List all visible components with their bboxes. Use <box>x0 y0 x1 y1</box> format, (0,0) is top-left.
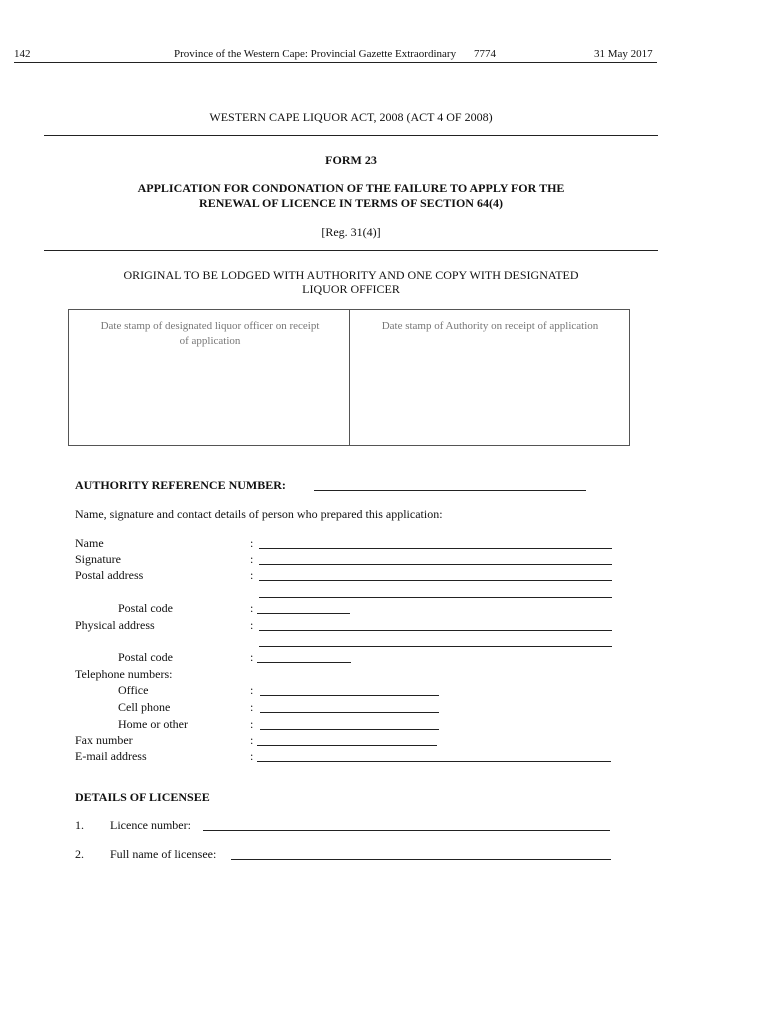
postal-address-label: Postal address <box>75 568 144 582</box>
postal-code-label: Postal code <box>118 601 173 615</box>
licensee-name-field[interactable] <box>231 859 611 860</box>
email-address-colon: : <box>250 749 254 763</box>
authority-stamp-area[interactable] <box>353 319 627 334</box>
authority-stamp-label: Date stamp of Authority on receipt of application <box>381 320 599 332</box>
name-label: Name <box>75 536 104 550</box>
title-rule-bottom <box>44 250 658 251</box>
licence-number-field[interactable] <box>203 830 610 831</box>
physical-address-colon: : <box>250 618 254 632</box>
postal-address-field-line1[interactable] <box>259 580 612 581</box>
fax-number-colon: : <box>250 733 254 747</box>
email-address-field[interactable] <box>257 761 611 762</box>
lodging-instruction-line2: LIQUOR OFFICER <box>302 282 400 296</box>
gazette-date: 31 May 2017 <box>594 48 653 60</box>
form-title-line2: RENEWAL OF LICENCE IN TERMS OF SECTION 64(4) <box>199 196 503 210</box>
officer-stamp-area[interactable] <box>73 319 347 349</box>
home-or-other-label: Home or other <box>118 717 188 731</box>
signature-field[interactable] <box>259 564 612 565</box>
authority-reference-label: AUTHORITY REFERENCE NUMBER: <box>75 478 286 492</box>
telephone-numbers-label: Telephone numbers: <box>75 667 173 681</box>
licensee-name-item-number: 2. <box>75 847 84 861</box>
form-number: FORM 23 <box>325 153 377 167</box>
home-or-other-field[interactable] <box>260 729 439 730</box>
gazette-issue: 7774 <box>474 48 496 60</box>
cell-phone-field[interactable] <box>260 712 439 713</box>
preparer-intro: Name, signature and contact details of person who prepared this application: <box>75 507 443 521</box>
lodging-instruction-line1: ORIGINAL TO BE LODGED WITH AUTHORITY AND ONE COPY WITH DESIGNATED <box>123 268 579 282</box>
gazette-title: Province of the Western Cape: Provincial Gazette Extraordinary <box>174 48 457 60</box>
physical-address-field-line2[interactable] <box>259 646 612 647</box>
form-title-line1: APPLICATION FOR CONDONATION OF THE FAILURE TO APPLY FOR THE <box>137 181 565 195</box>
postal-code-field[interactable] <box>257 613 350 614</box>
postal-address-field-line2[interactable] <box>259 597 612 598</box>
name-colon: : <box>250 536 254 550</box>
physical-postal-code-field[interactable] <box>257 662 351 663</box>
officer-stamp-label-line2: of application <box>179 335 241 347</box>
officer-stamp-label-line1: Date stamp of designated liquor officer on receipt <box>100 320 320 332</box>
physical-address-label: Physical address <box>75 618 155 632</box>
cell-phone-colon: : <box>250 700 254 714</box>
signature-label: Signature <box>75 552 121 566</box>
name-field[interactable] <box>259 548 612 549</box>
physical-postal-code-colon: : <box>250 650 254 664</box>
fax-number-field[interactable] <box>257 745 437 746</box>
office-label: Office <box>118 683 149 697</box>
licensee-heading: DETAILS OF LICENSEE <box>75 790 210 804</box>
email-address-label: E-mail address <box>75 749 147 763</box>
authority-reference-field[interactable] <box>314 490 586 491</box>
page-number: 142 <box>14 48 31 60</box>
date-stamp-box <box>68 309 630 446</box>
office-phone-field[interactable] <box>260 695 439 696</box>
stamp-divider <box>349 310 350 445</box>
physical-postal-code-label: Postal code <box>118 650 173 664</box>
act-title: WESTERN CAPE LIQUOR ACT, 2008 (ACT 4 OF 2008) <box>209 110 493 124</box>
postal-address-colon: : <box>250 568 254 582</box>
licence-number-item-number: 1. <box>75 818 84 832</box>
licensee-name-label: Full name of licensee: <box>110 847 217 861</box>
postal-code-colon: : <box>250 601 254 615</box>
fax-number-label: Fax number <box>75 733 133 747</box>
licence-number-label: Licence number: <box>110 818 191 832</box>
physical-address-field-line1[interactable] <box>259 630 612 631</box>
title-rule-top <box>44 135 658 136</box>
home-or-other-colon: : <box>250 717 254 731</box>
signature-colon: : <box>250 552 254 566</box>
office-colon: : <box>250 683 254 697</box>
header-rule <box>14 62 657 63</box>
cell-phone-label: Cell phone <box>118 700 171 714</box>
regulation-reference: [Reg. 31(4)] <box>321 225 381 239</box>
